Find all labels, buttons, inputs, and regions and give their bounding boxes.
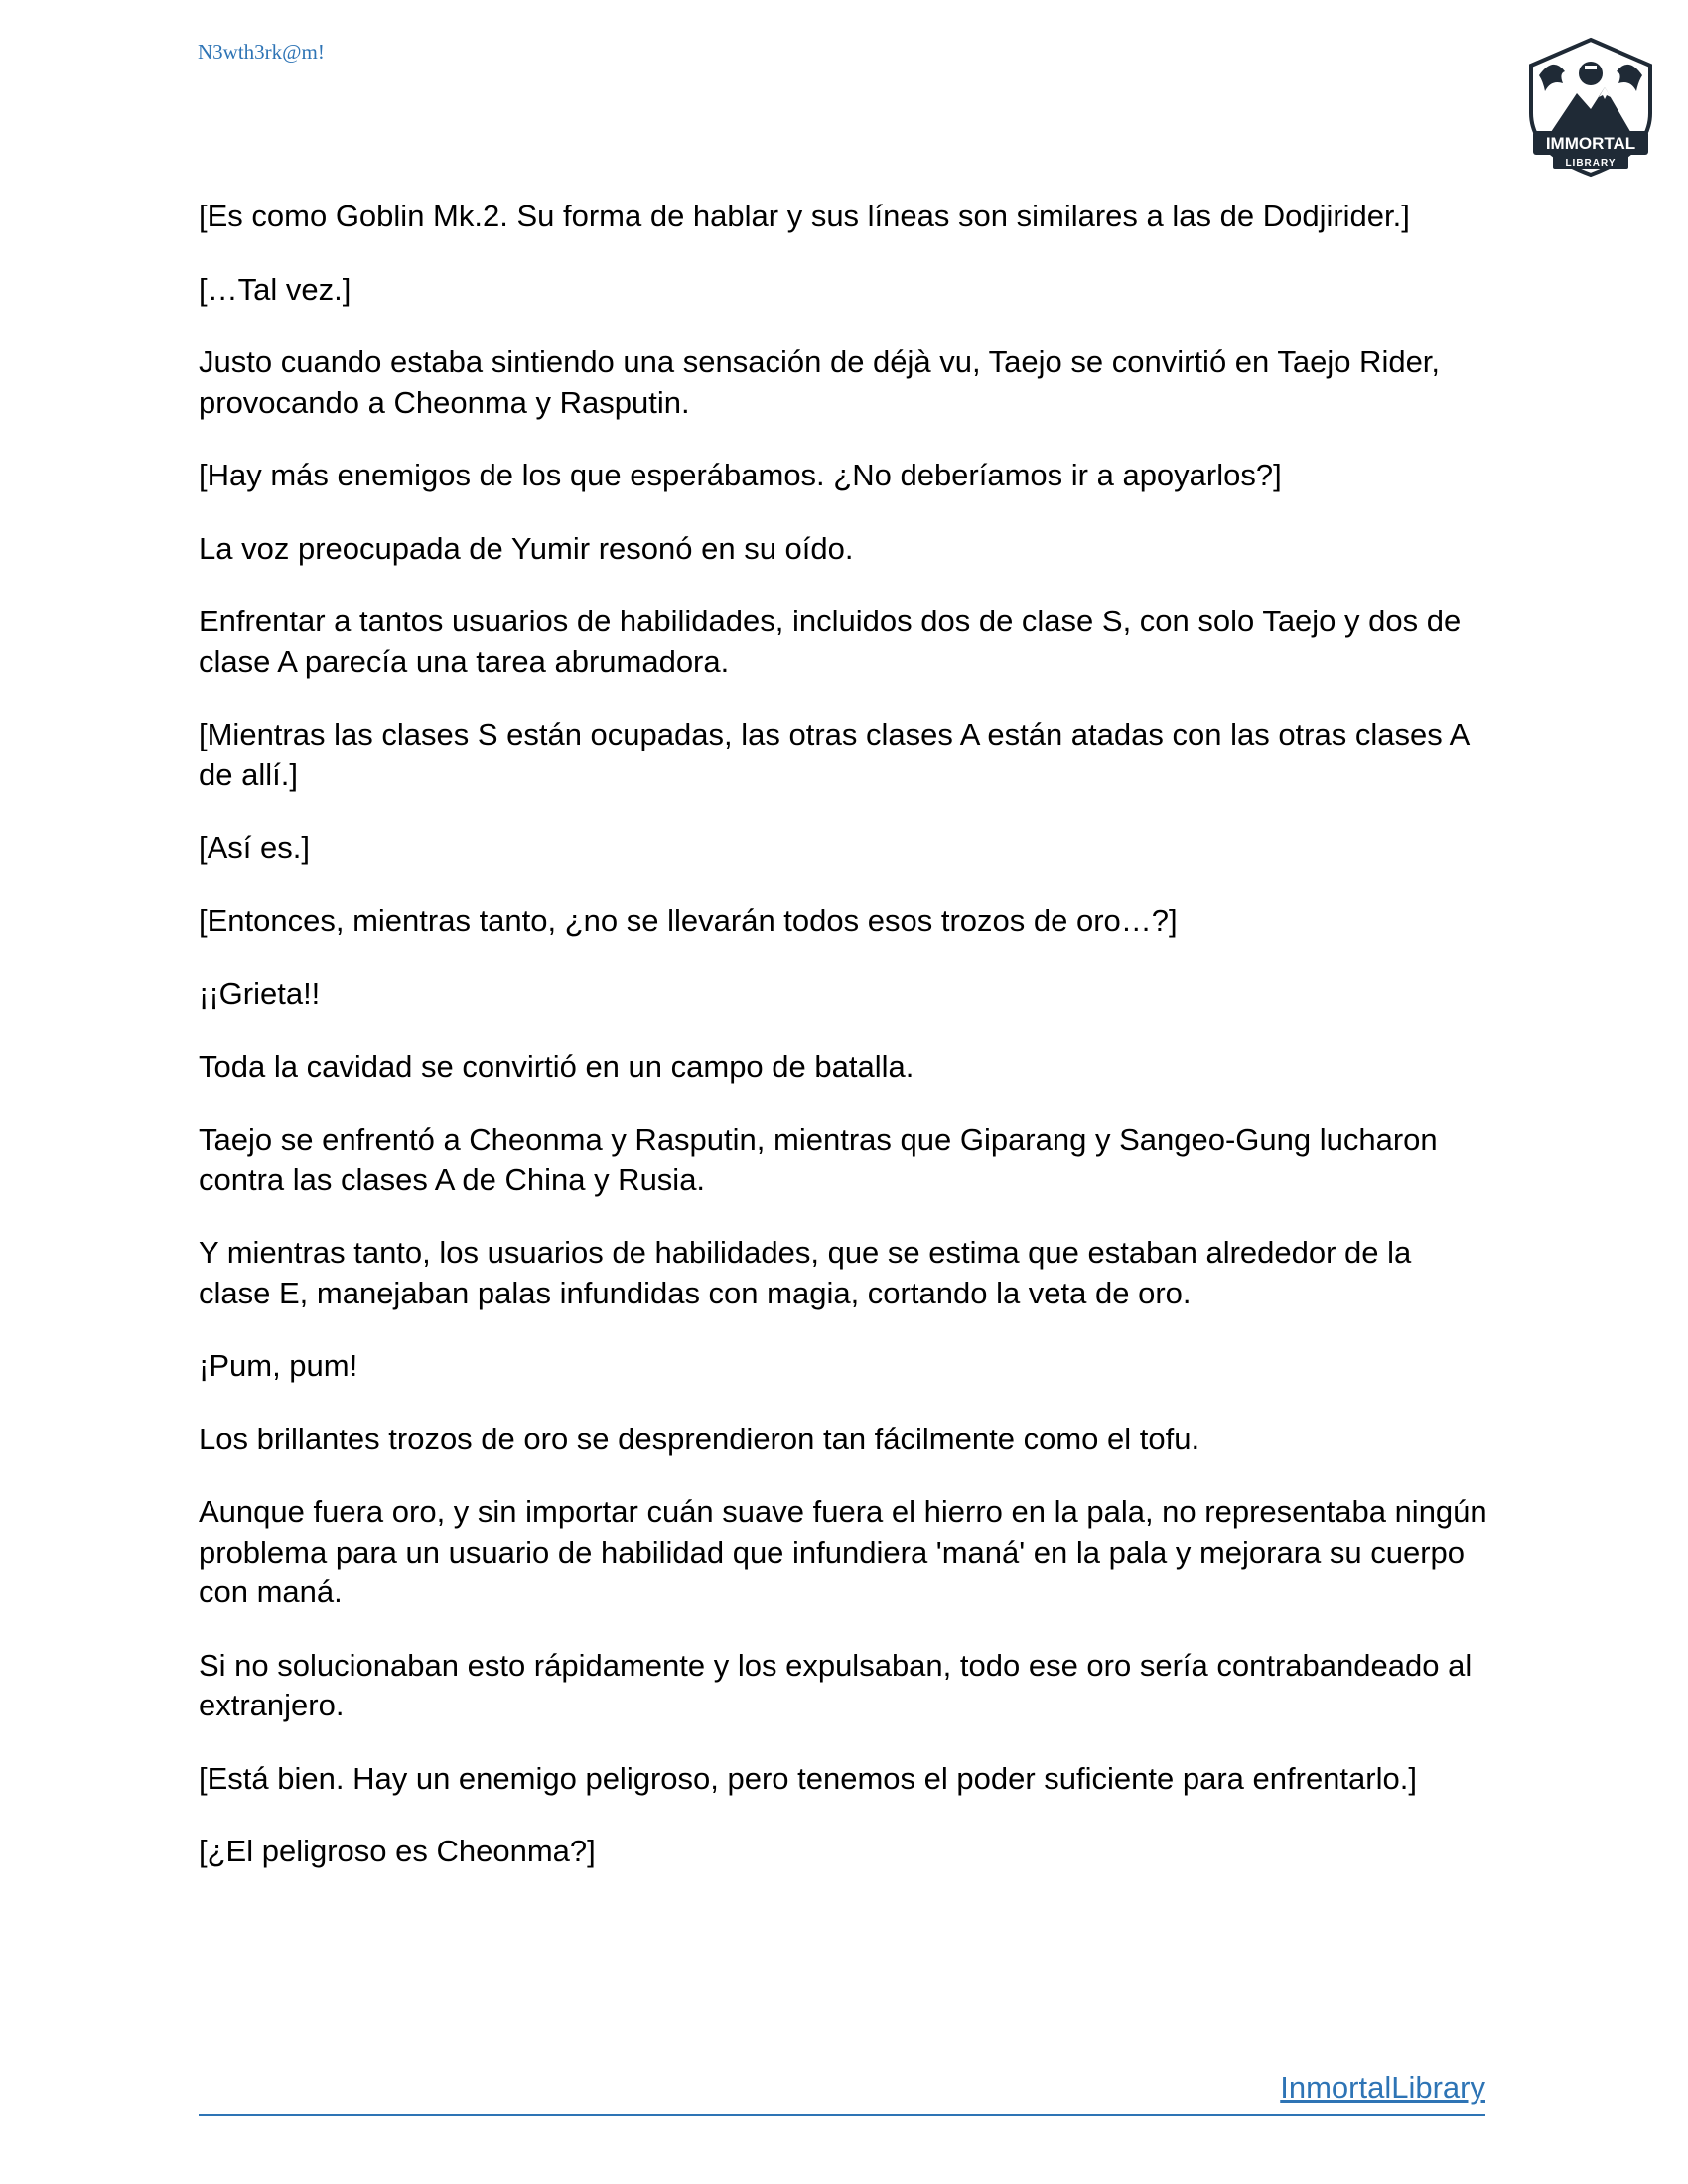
- paragraph: Justo cuando estaba sintiendo una sensación de déjà vu, Taejo se convirtió en Taejo Rider, provocando a Cheonma y Rasputin.: [199, 344, 1441, 420]
- immortal-library-logo: [1519, 36, 1662, 179]
- paragraph: [Así es.]: [199, 830, 310, 865]
- paragraph: La voz preocupada de Yumir resonó en su oído.: [199, 530, 854, 566]
- paragraph: [Es como Goblin Mk.2. Su forma de hablar y sus líneas son similares a las de Dodjirider.]: [199, 199, 1410, 233]
- paragraph: [Está bien. Hay un enemigo peligroso, pero tenemos el poder suficiente para enfrentarlo.]: [199, 1760, 1417, 1796]
- header-watermark: N3wth3rk@m!: [198, 40, 325, 64]
- logo-line2: LIBRARY: [1565, 158, 1617, 169]
- paragraph: […Tal vez.]: [199, 271, 352, 307]
- paragraph: ¡¡Grieta!!: [199, 976, 321, 1011]
- paragraph: Enfrentar a tantos usuarios de habilidades, incluidos dos de clase S, con solo Taejo y dos de clase A parecía una tarea abrumadora.: [199, 604, 1462, 679]
- paragraph: [¿El peligroso es Cheonma?]: [199, 1834, 596, 1868]
- paragraph: Toda la cavidad se convirtió en un campo de batalla.: [199, 1048, 914, 1084]
- paragraph: [Hay más enemigos de los que esperábamos. ¿No deberíamos ir a apoyarlos?]: [199, 458, 1282, 492]
- paragraph: Aunque fuera oro, y sin importar cuán suave fuera el hierro en la pala, no representaba ningún problema para un usuario de habilidad que infundiera 'maná' en la pala y mejorara su cuerpo con maná.: [199, 1494, 1487, 1609]
- document-body: [199, 197, 1489, 1905]
- footer-link[interactable]: InmortalLibrary: [1280, 2070, 1485, 2105]
- paragraph: Taejo se enfrentó a Cheonma y Rasputin, mientras que Giparang y Sangeo-Gung lucharon contra las clases A de China y Rusia.: [199, 1122, 1438, 1197]
- paragraph: [Entonces, mientras tanto, ¿no se llevarán todos esos trozos de oro…?]: [199, 902, 1178, 938]
- paragraph: ¡Pum, pum!: [199, 1348, 358, 1383]
- logo-line1: IMMORTAL: [1545, 134, 1636, 153]
- paragraph: Los brillantes trozos de oro se desprendieron tan fácilmente como el tofu.: [199, 1421, 1200, 1456]
- paragraph: Si no solucionaban esto rápidamente y los expulsaban, todo ese oro sería contrabandeado al extranjero.: [199, 1647, 1473, 1722]
- paragraph: [Mientras las clases S están ocupadas, las otras clases A están atadas con las otras clases A de allí.]: [199, 717, 1469, 792]
- paragraph: Y mientras tanto, los usuarios de habilidades, que se estima que estaban alrededor de la clase E, manejaban palas infundidas con magia, cortando la veta de oro.: [199, 1235, 1412, 1310]
- footer: [199, 2070, 1485, 2116]
